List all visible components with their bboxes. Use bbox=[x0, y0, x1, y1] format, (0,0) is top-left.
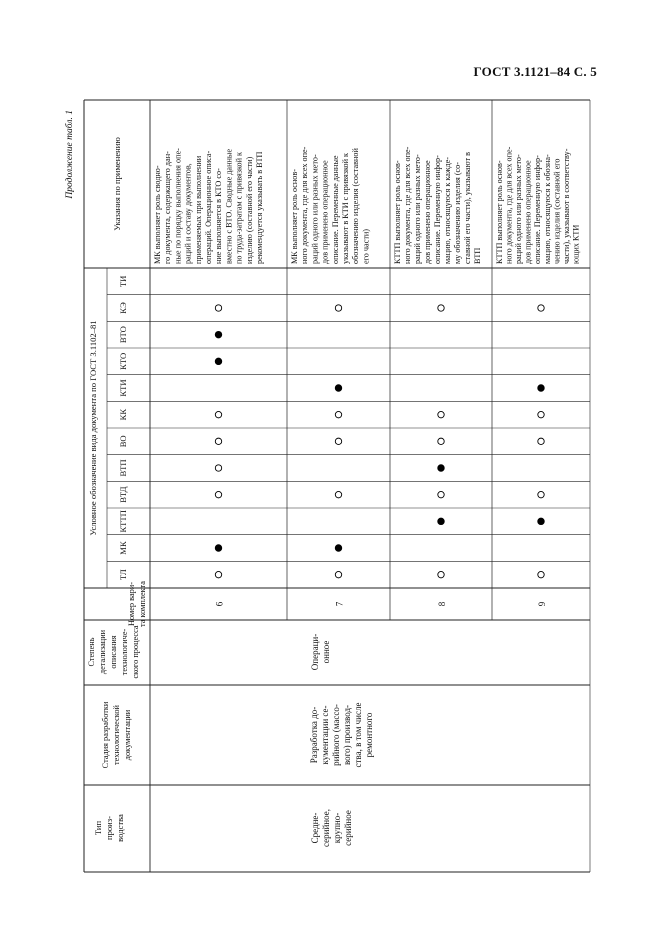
header-detail-degree: детализации bbox=[98, 629, 107, 675]
header-production-type: водства bbox=[115, 814, 125, 842]
instruction-v8: мацию, относящуюся к кажде- bbox=[443, 156, 452, 264]
header-stage: документации bbox=[123, 709, 132, 761]
doc-type-label-8: КТО bbox=[118, 352, 128, 370]
doc-type-label-1: МК bbox=[118, 541, 128, 555]
open-mark-v6-ТЛ bbox=[215, 571, 221, 577]
group-production-type: серийное bbox=[343, 810, 353, 846]
doc-type-label-3: ВТД bbox=[118, 486, 128, 503]
doc-type-label-2: КТТП bbox=[118, 510, 128, 533]
instruction-v6: применяемых при выполнении bbox=[193, 155, 203, 264]
variant-number-7: 7 bbox=[334, 601, 345, 607]
open-mark-v6-ВТД bbox=[215, 491, 221, 497]
group-production-type: серийное, bbox=[321, 809, 331, 847]
instruction-v8: ного документа, где для всех опе- bbox=[403, 146, 412, 264]
open-mark-v6-КК bbox=[215, 411, 221, 417]
open-mark-v8-ТЛ bbox=[438, 571, 444, 577]
instruction-v6: ние выполняется в КТО со- bbox=[214, 168, 224, 264]
open-mark-v6-ВО bbox=[215, 438, 221, 444]
instruction-v6: операций. Операционное описа- bbox=[204, 150, 213, 264]
header-variant-number: Номер вари- bbox=[127, 582, 136, 626]
open-mark-v6-КЭ bbox=[215, 305, 221, 311]
instruction-v6: рекомендуется указывать в ВТП bbox=[255, 151, 264, 264]
instruction-v9: дов применено операционное bbox=[523, 160, 533, 264]
variant-number-8: 8 bbox=[437, 601, 447, 607]
doc-type-label-4: ВТП bbox=[118, 459, 128, 477]
open-mark-v7-ВТД bbox=[335, 491, 341, 497]
instruction-v7: описание. Переменные данные bbox=[330, 155, 340, 264]
instruction-v8: ставной его части), указывают в bbox=[463, 151, 472, 264]
header-production-type: Тип bbox=[93, 820, 103, 836]
filled-mark-v7-МК bbox=[335, 545, 341, 551]
group-stage: рийного (массо- bbox=[331, 704, 341, 766]
header-detail-degree: ского процесса bbox=[131, 625, 140, 679]
doc-type-label-6: КК bbox=[118, 408, 128, 421]
header-detail-degree: Степень bbox=[87, 637, 96, 667]
instruction-v8: ВТП bbox=[473, 247, 482, 264]
doc-type-label-9: ВТО bbox=[118, 326, 128, 344]
filled-mark-v6-МК bbox=[215, 545, 221, 551]
instruction-v9: ющих КТИ bbox=[571, 224, 581, 264]
header-stage: технологической bbox=[112, 705, 121, 765]
page-header: ГОСТ 3.1121–84 С. 5 bbox=[473, 64, 597, 79]
instruction-v7: его части) bbox=[361, 228, 371, 264]
open-mark-v7-КК bbox=[335, 411, 341, 417]
doc-type-label-0: ТЛ bbox=[118, 569, 128, 580]
open-mark-v9-ВТД bbox=[538, 491, 544, 497]
table-text bbox=[64, 110, 580, 847]
instruction-v7: ного документа, где для всех опе- bbox=[300, 146, 310, 264]
instruction-v6: изделию (составной его части) bbox=[244, 156, 254, 264]
instruction-v8: КТТП выполняет роль основ- bbox=[393, 160, 402, 264]
header-instructions: Указания по применению bbox=[112, 137, 122, 231]
header-doc-designation: Условное обозначение вида документа по ГОСТ 3.1102–81 bbox=[88, 320, 98, 536]
open-mark-v9-ВО bbox=[538, 438, 544, 444]
instruction-v9: описание. Переменную инфор- bbox=[533, 155, 543, 264]
table-marks bbox=[215, 305, 544, 578]
group-stage: ремонтного bbox=[364, 712, 374, 758]
group-stage: ства, в том числе bbox=[353, 702, 363, 768]
open-mark-v8-КЭ bbox=[438, 305, 444, 311]
doc-type-label-10: КЭ bbox=[118, 302, 128, 314]
instruction-v8: раций одного или разных мето- bbox=[413, 154, 422, 264]
doc-type-label-7: КТИ bbox=[118, 379, 128, 397]
filled-mark-v8-ВТП bbox=[438, 465, 444, 471]
instruction-v6: МК выполняет роль сводно- bbox=[153, 165, 162, 264]
open-mark-v9-КЭ bbox=[538, 305, 544, 311]
header-variant-number: та комплекта bbox=[138, 581, 147, 627]
instruction-v8: дов применено операционное bbox=[423, 160, 432, 264]
filled-mark-v8-КТТП bbox=[438, 518, 444, 524]
instruction-v7: указывают в КТИ с привязкой к bbox=[341, 152, 350, 264]
header-detail-degree: описания bbox=[109, 635, 118, 669]
open-mark-v8-ВО bbox=[438, 438, 444, 444]
instruction-v7: МК выполняет роль основ- bbox=[290, 169, 299, 264]
open-mark-v7-КЭ bbox=[335, 305, 341, 311]
open-mark-v9-ТЛ bbox=[538, 571, 544, 577]
group-production-type: крупно- bbox=[332, 812, 342, 844]
open-mark-v8-КК bbox=[438, 411, 444, 417]
variant-number-6: 6 bbox=[214, 601, 225, 607]
instruction-v6: ные по порядку выполнения опе- bbox=[173, 148, 183, 264]
header-detail-degree: технологиче- bbox=[120, 628, 129, 676]
instruction-v6: вместно с ВТО. Сводные данные bbox=[224, 149, 234, 264]
instruction-v7: раций одного или разных мето- bbox=[310, 154, 320, 264]
filled-mark-v9-КТИ bbox=[538, 385, 544, 391]
open-mark-v8-ВТД bbox=[438, 491, 444, 497]
group-stage: Разработка до- bbox=[309, 706, 319, 764]
instruction-v6: по труда-затратам с привязкой к bbox=[234, 151, 244, 264]
instruction-v6: раций и составу документов, bbox=[183, 163, 193, 264]
variant-number-9: 9 bbox=[537, 601, 547, 607]
filled-mark-v6-ВТО bbox=[215, 331, 221, 337]
instruction-v9: ного документа, где для всех опе- bbox=[504, 146, 514, 264]
instruction-v9: чению изделия (составной его bbox=[552, 158, 562, 264]
doc-type-label-5: ВО bbox=[118, 435, 128, 448]
group-detail-degree: онное bbox=[321, 640, 331, 664]
instruction-v9: части), указывают в соответству- bbox=[561, 148, 571, 264]
instruction-v9: мацию, относящуюся к обозна- bbox=[542, 154, 552, 264]
continuation-label: Продолжение табл. 1 bbox=[65, 110, 75, 199]
open-mark-v7-ВО bbox=[335, 438, 341, 444]
group-stage: вого) производ- bbox=[342, 704, 352, 766]
filled-mark-v6-КТО bbox=[215, 358, 221, 364]
filled-mark-v9-КТТП bbox=[538, 518, 544, 524]
open-mark-v7-ТЛ bbox=[335, 571, 341, 577]
doc-type-label-11: ТИ bbox=[118, 275, 128, 288]
filled-mark-v7-КТИ bbox=[335, 385, 341, 391]
open-mark-v6-ВТП bbox=[215, 465, 221, 471]
instruction-v9: раций одного или разных мето- bbox=[514, 154, 524, 264]
group-production-type: Средне- bbox=[310, 812, 320, 844]
instruction-v7: обозначению изделия (составной bbox=[351, 148, 361, 264]
header-production-type: произ- bbox=[104, 815, 114, 841]
instruction-v8: му обозначению изделия (со- bbox=[453, 161, 462, 264]
instruction-v6: го документа, содержащего дан- bbox=[163, 151, 173, 264]
instruction-v7: дов применено операционное bbox=[320, 160, 330, 264]
instruction-v9: КТТП выполняет роль основ- bbox=[495, 160, 504, 264]
open-mark-v9-КК bbox=[538, 411, 544, 417]
group-stage: кументации се- bbox=[320, 705, 330, 765]
group-detail-degree: Операци- bbox=[310, 633, 320, 671]
header-stage: Стадия разработки bbox=[101, 701, 110, 769]
instruction-v8: описание. Переменную инфор- bbox=[433, 155, 442, 264]
